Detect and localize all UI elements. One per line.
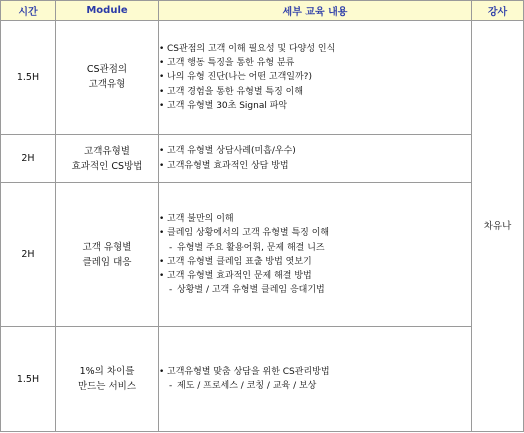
bullet-marker: • xyxy=(159,228,165,239)
row-module xyxy=(56,327,159,432)
instructor-name: 차유나 xyxy=(472,21,524,432)
row-time: 2H xyxy=(1,183,56,327)
detail-text: 고객 유형별 클레임 표출 방법 엿보기 xyxy=(167,256,312,267)
detail-text: 제도 / 프로세스 / 코칭 / 교육 / 보상 xyxy=(177,381,317,392)
row-time: 1.5H xyxy=(1,21,56,135)
detail-item xyxy=(159,70,471,84)
module-line: 효과적인 CS방법 xyxy=(71,160,143,172)
bullet-marker: • xyxy=(159,256,165,267)
bullet-marker: • xyxy=(159,58,165,69)
detail-item xyxy=(159,159,471,173)
row-time: 2H xyxy=(1,134,56,182)
detail-item xyxy=(159,85,471,99)
bullet-marker: • xyxy=(159,214,165,225)
module-line: 클레임 대응 xyxy=(82,256,132,268)
module-line: CS관점의 xyxy=(86,64,128,76)
detail-text: 클레임 상황에서의 고객 유형별 특징 이해 xyxy=(167,228,330,239)
module-line: 고객 유형별 xyxy=(82,241,132,253)
detail-text: CS관점의 고객 이해 필요성 및 다양성 인식 xyxy=(167,43,336,54)
module-line: 고객유형별 xyxy=(84,145,130,157)
bullet-marker: • xyxy=(159,43,165,54)
detail-text: 고객 불만의 이해 xyxy=(167,214,234,225)
detail-text: 고객유형별 맞춤 상담을 위한 CS관리방법 xyxy=(167,366,330,377)
row-details xyxy=(159,183,472,327)
row-module xyxy=(56,183,159,327)
detail-item xyxy=(159,42,471,56)
row-module xyxy=(56,134,159,182)
row-details xyxy=(159,21,472,135)
table-row xyxy=(1,21,524,135)
detail-text: 나의 유형 진단(나는 어떤 고객일까?) xyxy=(167,72,312,83)
detail-text: 고객 유형별 효과적인 문제 해결 방법 xyxy=(167,270,312,281)
dash-marker: - xyxy=(169,242,173,253)
header-module: Module xyxy=(56,1,159,21)
bullet-marker: • xyxy=(159,86,165,97)
dash-marker: - xyxy=(169,381,173,392)
detail-item xyxy=(159,212,471,226)
bullet-marker: • xyxy=(159,100,165,111)
detail-item xyxy=(159,56,471,70)
detail-item xyxy=(159,99,471,113)
detail-item xyxy=(159,269,471,283)
header-instructor: 강사 xyxy=(472,1,524,21)
dash-marker: - xyxy=(169,285,173,296)
detail-text: 상황별 / 고객 유형별 클레임 응대기법 xyxy=(177,285,325,296)
detail-item xyxy=(159,144,471,158)
detail-text: 고객 경험을 통한 유형별 특징 이해 xyxy=(167,86,304,97)
detail-subitem xyxy=(159,283,471,297)
header-details: 세부 교육 내용 xyxy=(159,1,472,21)
detail-text: 고객유형별 효과적인 상담 방법 xyxy=(167,160,289,171)
detail-text: 고객 유형별 상담사례(미흡/우수) xyxy=(167,146,296,157)
bullet-marker: • xyxy=(159,366,165,377)
table-row xyxy=(1,134,524,182)
row-time: 1.5H xyxy=(1,327,56,432)
table-row xyxy=(1,183,524,327)
row-module xyxy=(56,21,159,135)
detail-text: 고객 유형별 30초 Signal 파악 xyxy=(167,100,288,111)
detail-item xyxy=(159,226,471,240)
bullet-marker: • xyxy=(159,270,165,281)
module-line: 고객유형 xyxy=(88,79,126,91)
header-time: 시간 xyxy=(1,1,56,21)
detail-item xyxy=(159,365,471,379)
row-details xyxy=(159,134,472,182)
header-row xyxy=(1,1,524,21)
module-line: 만드는 서비스 xyxy=(77,381,137,393)
bullet-marker: • xyxy=(159,72,165,83)
bullet-marker: • xyxy=(159,160,165,171)
table-row xyxy=(1,327,524,432)
module-line: 1%의 차이를 xyxy=(79,366,135,378)
bullet-marker: • xyxy=(159,146,165,157)
detail-subitem xyxy=(159,379,471,393)
row-details xyxy=(159,327,472,432)
detail-subitem xyxy=(159,241,471,255)
detail-item xyxy=(159,255,471,269)
detail-text: 고객 행동 특징을 통한 유형 분류 xyxy=(167,58,295,69)
detail-text: 유형별 주요 활용어휘, 문제 해결 니즈 xyxy=(177,242,325,253)
